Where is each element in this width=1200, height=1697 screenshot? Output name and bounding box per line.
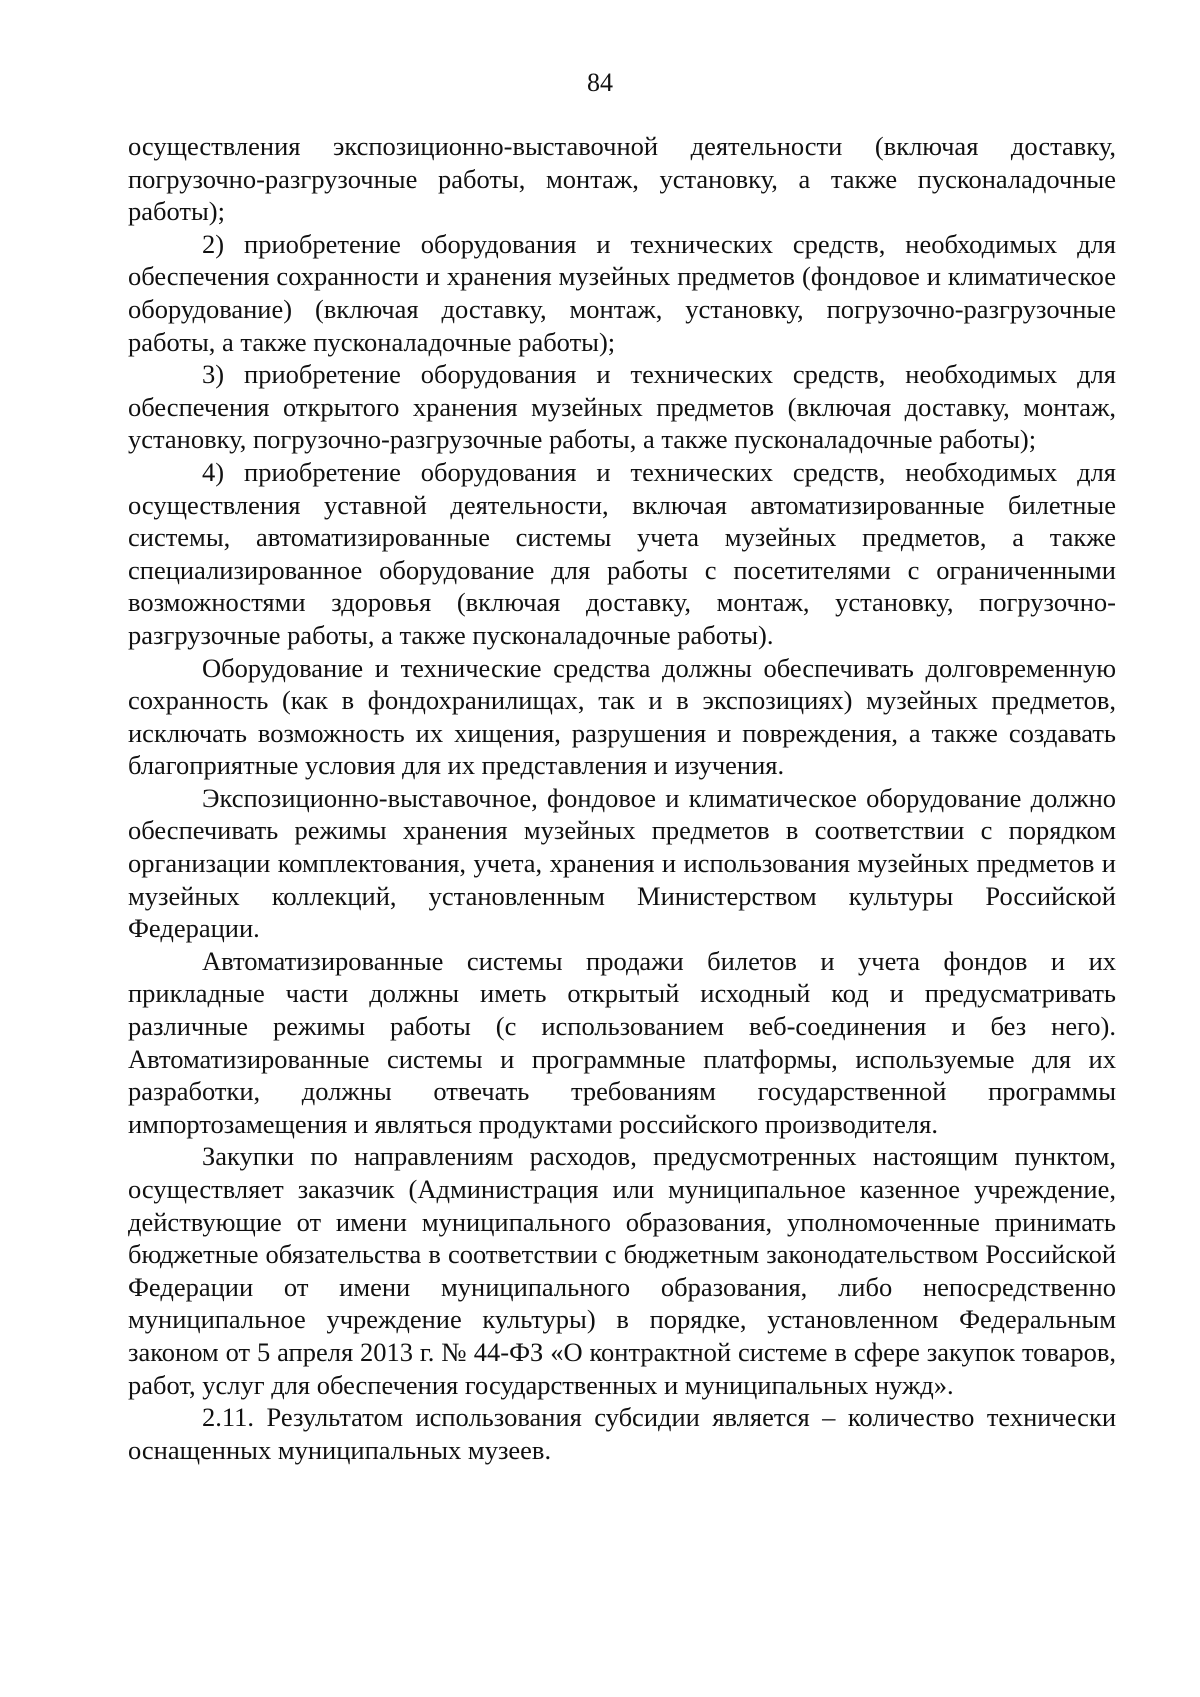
page-number: 84 — [587, 68, 613, 97]
paragraph-item-4: 4) приобретение оборудования и технических средств, необходимых для осуществления уставной деятельности, включая автоматизированные билетные системы, автоматизированные системы учета музейных предметов, а также специализированное оборудование для работы с посетителями с ограниченными возможностями здоровья (включая доставку, монтаж, установку, погрузочно-разгрузочные работы, а также пусконаладочные работы). — [128, 456, 1116, 650]
paragraph-automated-systems: Автоматизированные системы продажи билетов и учета фондов и их прикладные части должны иметь открытый исходный код и предусматривать различные режимы работы (с использованием веб-соединения и без него). Автоматизированные системы и программные платформы, используемые для их разработки, должны отвечать требованиям государственной программы импортозамещения и являться продуктами российского производителя. — [128, 945, 1116, 1139]
paragraph-item-2: 2) приобретение оборудования и технических средств, необходимых для обеспечения сохранности и хранения музейных предметов (фондовое и климатическое оборудование) (включая доставку, монтаж, установку, погрузочно-разгрузочные работы, а также пусконаладочные работы); — [128, 228, 1116, 357]
paragraph-procurement: Закупки по направлениям расходов, предусмотренных настоящим пунктом, осуществляет заказчик (Администрация или муниципальное казенное учреждение, действующие от имени муниципального образования, уполномоченные принимать бюджетные обязательства в соответствии с бюджетным законодательством Российской Федерации от имени муниципального образования, либо непосредственно муниципальное учреждение культуры) в порядке, установленном Федеральным законом от 5 апреля 2013 г. № 44-ФЗ «О контрактной системе в сфере закупок товаров, работ, услуг для обеспечения государственных и муниципальных нужд». — [128, 1141, 1116, 1400]
document-body — [128, 130, 1116, 1466]
paragraph-item-3: 3) приобретение оборудования и технических средств, необходимых для обеспечения открытого хранения музейных предметов (включая доставку, монтаж, установку, погрузочно-разгрузочные работы, а также пусконаладочные работы); — [128, 359, 1116, 455]
paragraph-section-2-11: 2.11. Результатом использования субсидии является – количество технически оснащенных муниципальных музеев. — [128, 1402, 1116, 1465]
paragraph-continuation: осуществления экспозиционно-выставочной деятельности (включая доставку, погрузочно-разгрузочные работы, монтаж, установку, а также пусконаладочные работы); — [128, 131, 1116, 227]
paragraph-storage-modes: Экспозиционно-выставочное, фондовое и климатическое оборудование должно обеспечивать режимы хранения музейных предметов в соответствии с порядком организации комплектования, учета, хранения и использования музейных предметов и музейных коллекций, установленным Министерством культуры Российской Федерации. — [128, 782, 1116, 944]
paragraph-equipment-requirements: Оборудование и технические средства должны обеспечивать долговременную сохранность (как в фондохранилищах, так и в экспозициях) музейных предметов, исключать возможность их хищения, разрушения и повреждения, а также создавать благоприятные условия для их представления и изучения. — [128, 652, 1116, 781]
